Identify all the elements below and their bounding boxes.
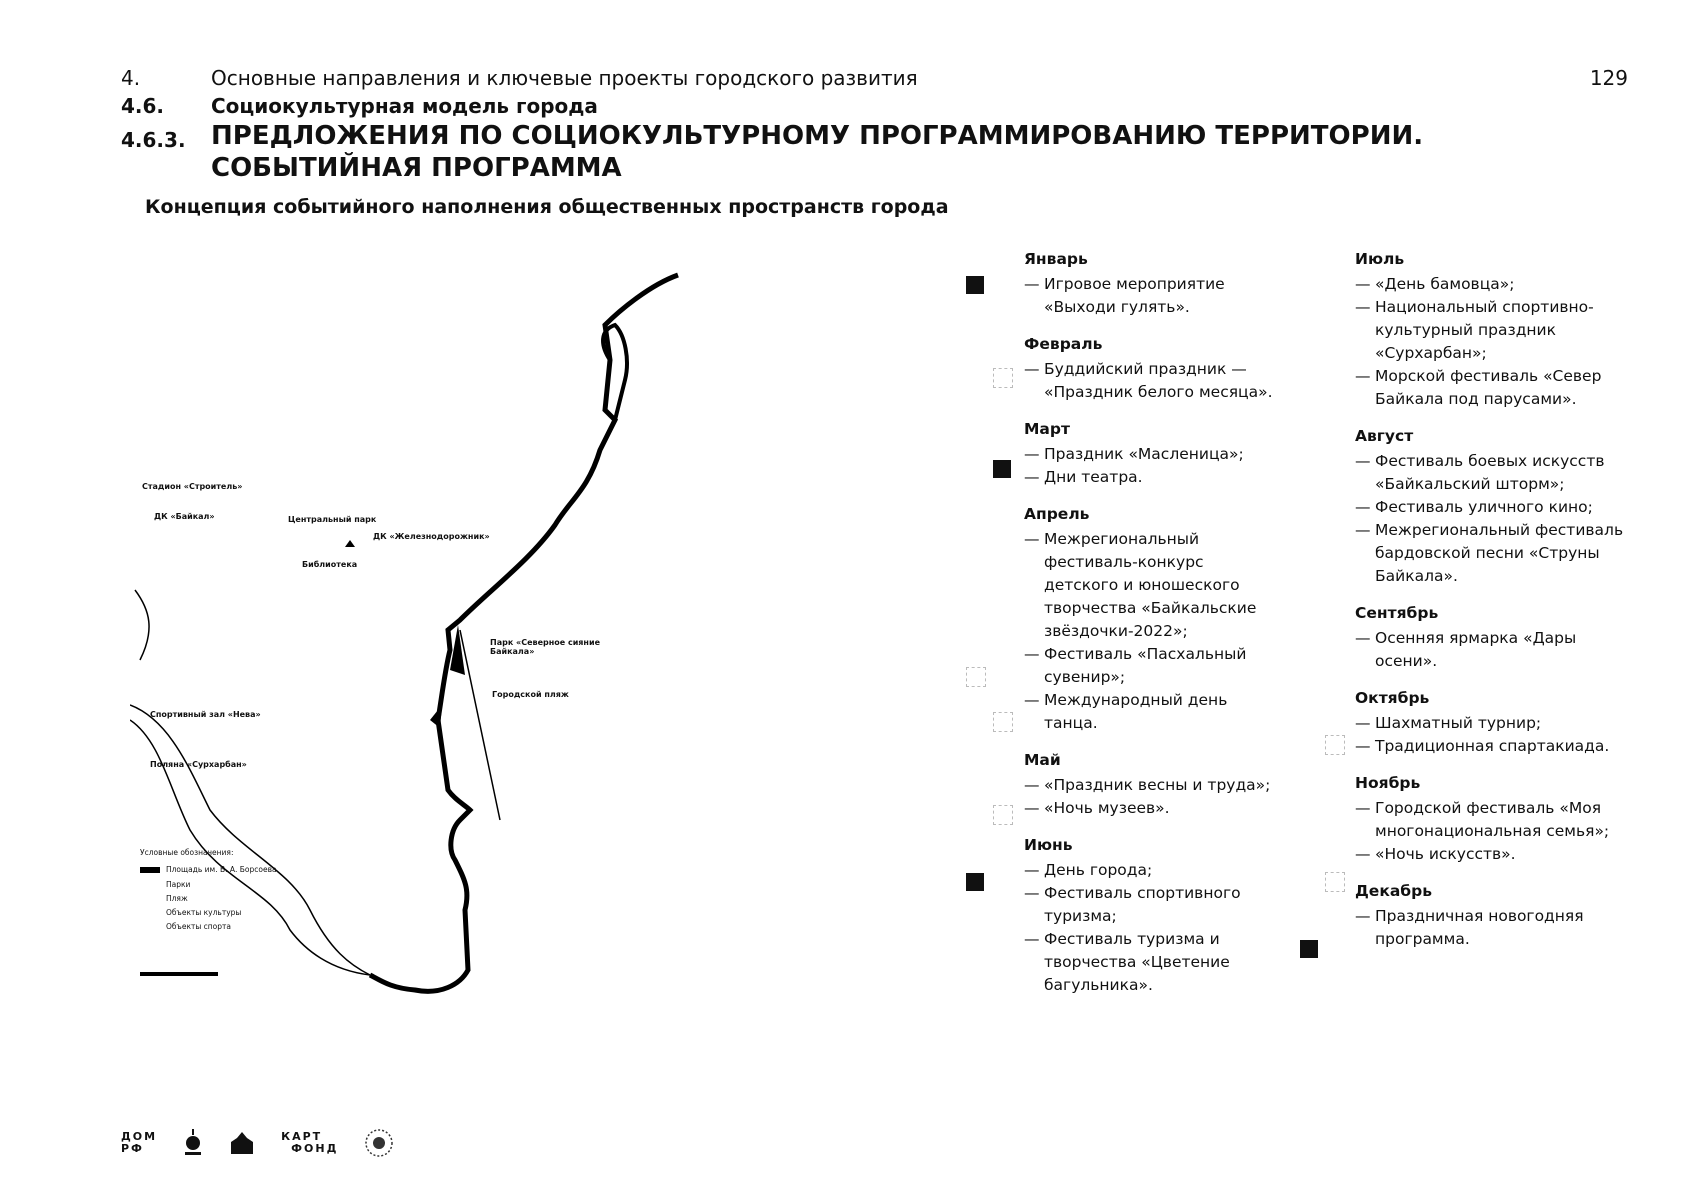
month-july — [1355, 248, 1625, 411]
label-central-park: Центральный парк — [288, 515, 377, 524]
event-item: — Буддийский праздник — «Праздник белого месяца». — [1024, 358, 1274, 404]
month-label: Февраль — [1024, 335, 1103, 353]
month-april — [1024, 503, 1274, 735]
month-february — [1024, 333, 1274, 404]
marker-square-icon — [966, 873, 984, 891]
month-october — [1355, 687, 1625, 758]
event-item: — Игровое мероприятие «Выходи гулять». — [1024, 273, 1274, 319]
legend-item: Объекты спорта — [166, 922, 231, 931]
event-item: — Праздничная новогодняя программа. — [1355, 905, 1625, 951]
label-dk-rail: ДК «Железнодорожник» — [373, 532, 490, 541]
domrf-logo-bottom: РФ — [121, 1142, 144, 1155]
marker-square-icon — [1300, 940, 1318, 958]
seal-icon — [364, 1128, 394, 1158]
label-beach: Городской пляж — [492, 690, 569, 699]
emblem-icon — [183, 1129, 203, 1157]
month-november — [1355, 772, 1625, 866]
header-level-3 — [121, 120, 1423, 184]
kart-logo-bottom: ФОНД — [291, 1142, 339, 1155]
event-item: — Традиционная спартакиада. — [1355, 735, 1625, 758]
event-item: — Фестиваль спортивного туризма; — [1024, 882, 1274, 928]
calendar-column-2 — [1355, 248, 1625, 965]
legend-item: Пляж — [166, 894, 188, 903]
event-item: — «Ночь искусств». — [1355, 843, 1625, 866]
legend-item: Объекты культуры — [166, 908, 242, 917]
map-drawing — [130, 250, 730, 1070]
marker-square-icon — [993, 460, 1011, 478]
month-label: Июнь — [1024, 836, 1073, 854]
event-item: — «Праздник весны и труда»; — [1024, 774, 1274, 797]
marker-faint-icon — [1325, 735, 1345, 755]
marker-faint-icon — [993, 712, 1013, 732]
legend-title: Условные обозначения: — [140, 848, 234, 857]
legend-item: Площадь им. В. А. Борсоева — [166, 865, 277, 874]
month-march — [1024, 418, 1274, 489]
scale-bar — [140, 972, 218, 976]
park-marker — [345, 540, 355, 547]
month-label: Март — [1024, 420, 1070, 438]
month-label: Январь — [1024, 250, 1088, 268]
city-map — [130, 250, 730, 1070]
month-may — [1024, 749, 1274, 820]
section-title: Основные направления и ключевые проекты городского развития — [211, 66, 918, 90]
month-label: Декабрь — [1355, 882, 1433, 900]
label-polyana: Поляна «Сурхарбан» — [150, 760, 247, 769]
month-june — [1024, 834, 1274, 997]
month-january — [1024, 248, 1274, 319]
month-label: Август — [1355, 427, 1414, 445]
river-3 — [135, 590, 149, 660]
chapter-title-line1: ПРЕДЛОЖЕНИЯ ПО СОЦИОКУЛЬТУРНОМУ ПРОГРАММИРОВАНИЮ ТЕРРИТОРИИ. — [211, 121, 1424, 151]
event-item: — Межрегиональный фестиваль-конкурс детского и юношеского творчества «Байкальские звёздочки-2022»; — [1024, 528, 1274, 643]
subsection-title: Социокультурная модель города — [211, 94, 598, 118]
city-crest-icon — [229, 1130, 255, 1156]
coastline — [370, 275, 678, 991]
month-august — [1355, 425, 1625, 588]
event-item: — «День бамовца»; — [1355, 273, 1625, 296]
subsection-number: 4.6. — [121, 94, 165, 118]
marker-square-icon — [966, 276, 984, 294]
month-label: Октябрь — [1355, 689, 1430, 707]
event-item: — Осенняя ярмарка «Дары осени». — [1355, 627, 1625, 673]
calendar-column-1 — [1024, 248, 1274, 1011]
event-item: — Международный день танца. — [1024, 689, 1274, 735]
domrf-logo-top: ДОМ — [121, 1130, 158, 1143]
label-park-north: Парк «Северное сияние Байкала» — [490, 638, 600, 656]
section-number: 4. — [121, 66, 141, 90]
marker-faint-icon — [966, 667, 986, 687]
month-label: Сентябрь — [1355, 604, 1439, 622]
chapter-title-line2: СОБЫТИЙНАЯ ПРОГРАММА — [211, 153, 622, 183]
legend-item: Парки — [166, 880, 191, 889]
event-item: — «Ночь музеев». — [1024, 797, 1274, 820]
marker-faint-icon — [993, 368, 1013, 388]
event-item: — Дни театра. — [1024, 466, 1274, 489]
event-item: — Шахматный турнир; — [1355, 712, 1625, 735]
header-level-2 — [121, 94, 598, 118]
kart-fond-logo — [281, 1131, 338, 1155]
river-1 — [130, 705, 370, 975]
month-december — [1355, 880, 1625, 951]
header-level-1 — [121, 66, 918, 90]
label-sport-hall: Спортивный зал «Нева» — [150, 710, 261, 719]
month-label: Апрель — [1024, 505, 1090, 523]
chapter-number: 4.6.3. — [121, 128, 186, 152]
coast-fragment — [430, 705, 442, 728]
event-item: — Межрегиональный фестиваль бардовской песни «Струны Байкала». — [1355, 519, 1625, 588]
marker-faint-icon — [993, 805, 1013, 825]
event-item: — Праздник «Масленица»; — [1024, 443, 1274, 466]
page-number: 129 — [1589, 66, 1628, 90]
event-item: — Национальный спортивно-культурный праздник «Сурхарбан»; — [1355, 296, 1625, 365]
month-label: Ноябрь — [1355, 774, 1421, 792]
label-dk-baikal: ДК «Байкал» — [154, 512, 215, 521]
event-item: — Фестиваль боевых искусств «Байкальский шторм»; — [1355, 450, 1625, 496]
month-september — [1355, 602, 1625, 673]
label-library: Библиотека — [302, 560, 358, 569]
event-item: — Морской фестиваль «Север Байкала под парусами». — [1355, 365, 1625, 411]
legend-swatch-square — [140, 867, 160, 873]
kart-logo-top: КАРТ — [281, 1130, 323, 1143]
event-item: — Городской фестиваль «Моя многонациональная семья»; — [1355, 797, 1625, 843]
label-stadium: Стадион «Строитель» — [142, 482, 243, 491]
beach-line — [460, 630, 500, 820]
event-item: — Фестиваль туризма и творчества «Цветение багульника». — [1024, 928, 1274, 997]
event-item: — Фестиваль уличного кино; — [1355, 496, 1625, 519]
footer-logos — [121, 1128, 394, 1158]
marker-faint-icon — [1325, 872, 1345, 892]
event-item: — Фестиваль «Пасхальный сувенир»; — [1024, 643, 1274, 689]
month-label: Май — [1024, 751, 1061, 769]
month-label: Июль — [1355, 250, 1405, 268]
domrf-logo — [121, 1131, 157, 1155]
event-item: — День города; — [1024, 859, 1274, 882]
page-subtitle: Концепция событийного наполнения общественных пространств города — [145, 196, 949, 218]
